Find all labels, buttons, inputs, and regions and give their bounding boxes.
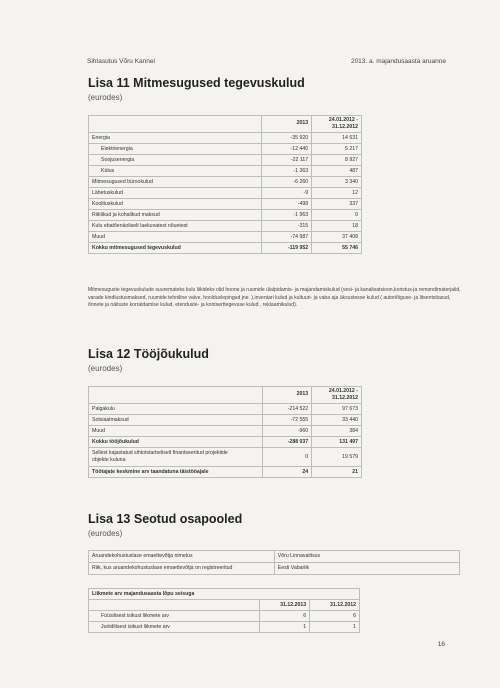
col-2013: 2013 <box>262 116 312 133</box>
table-total-row: Kokku mitmesugused tegevuskulud -119 952 55 746 <box>89 243 362 254</box>
table-row: Palgakulu -214 522 97 673 <box>89 404 362 415</box>
table-row: Mitmesugused bürookulud -6 260 3 340 <box>89 177 362 188</box>
lisa11-title: Lisa 11 Mitmesugused tegevuskulud <box>88 76 305 90</box>
table-header-row: Liikmete arv majandusaasta lõpu seisuga <box>89 589 360 600</box>
table-row: Töötajate keskmine arv taandatuna täistööajale 24 21 <box>89 467 362 478</box>
table-row: Muud -74 987 37 408 <box>89 232 362 243</box>
table-row: Koolituskulud -498 337 <box>89 199 362 210</box>
col-2012: 24.01.2012 - 31.12.2012 <box>312 387 362 404</box>
header-organization: Sihtasutus Võru Kannel <box>87 58 155 65</box>
lisa12-subtitle: (eurodes) <box>88 364 123 373</box>
table-row: Elektrienergia -12 440 5 217 <box>89 144 362 155</box>
col-2013: 2013 <box>262 387 312 404</box>
table-row: Sellest kajastatud sihtotstarbeliselt finantseeritud projektide objekte kulunа 0 19 579 <box>89 448 362 467</box>
table-row: Kütus -1 363 487 <box>89 166 362 177</box>
table-row: Riik, kus aruandekohustuslase emaettevõtja on registreeritud Eesti Vabariik <box>89 563 460 575</box>
table-row: Lähetuskulud -9 12 <box>89 188 362 199</box>
table-row: Kulu ebatõenäoliselt laekuvatest nõuetest -315 18 <box>89 221 362 232</box>
table-header-row: 31.12.2013 31.12.2012 <box>89 600 360 611</box>
lisa13-members-table <box>88 588 360 633</box>
table-row: Füüsilisest isikust liikmete arv 6 6 <box>89 611 360 622</box>
table-row: Aruandekohustuslase emaettevõtja nimetus Võru Linnavalitsus <box>89 551 460 563</box>
table-row: Muud -960 384 <box>89 426 362 437</box>
lisa12-title: Lisa 12 Tööjõukulud <box>88 347 209 361</box>
lisa11-table <box>88 115 362 254</box>
table-row: Juriidilisest isikust liikmete arv 1 1 <box>89 622 360 633</box>
table-row: Energia -35 920 14 631 <box>89 133 362 144</box>
table-row: Soojusenergia -22 117 8 927 <box>89 155 362 166</box>
table-header-row <box>89 116 362 133</box>
lisa13-title: Lisa 13 Seotud osapooled <box>88 512 243 526</box>
explanatory-paragraph: Mitmesuguste tegevuskulude suuremateks kulu liikideks olid hoone ja ruumide ülalpidamis- ja majandamiskulud (vesi- ja kanalisatsioon,koristus-ja remondimaterjalid, varade kindlustusmaksed, ruumide tehniline valve, hoolduslepingud jne. ),inventari kulud ja kultuuri- ja vaba aja üksustesse kulud ( autoriõiguse- ja litsentsitasud, õnnete ja näituste korraldamise kulud, etenduste- ja kontserttegevuse kulud , reklaamikulud). <box>88 287 461 309</box>
page-number: 16 <box>437 641 445 648</box>
lisa12-table <box>88 386 362 478</box>
lisa13-parent-table <box>88 550 460 575</box>
table-header-row <box>89 387 362 404</box>
table-row: Riiklikud ja kohalikud maksud -1 963 0 <box>89 210 362 221</box>
lisa11-subtitle: (eurodes) <box>88 93 123 102</box>
table-row: Sotsiaalmaksud -72 555 33 440 <box>89 415 362 426</box>
table-total-row: Kokku tööjõukulud -288 037 131 497 <box>89 437 362 448</box>
lisa13-subtitle: (eurodes) <box>88 529 123 538</box>
header-report-title: 2013. a. majandusaasta aruanne <box>350 58 446 65</box>
col-2012: 24.01.2012 - 31.12.2012 <box>312 116 362 133</box>
